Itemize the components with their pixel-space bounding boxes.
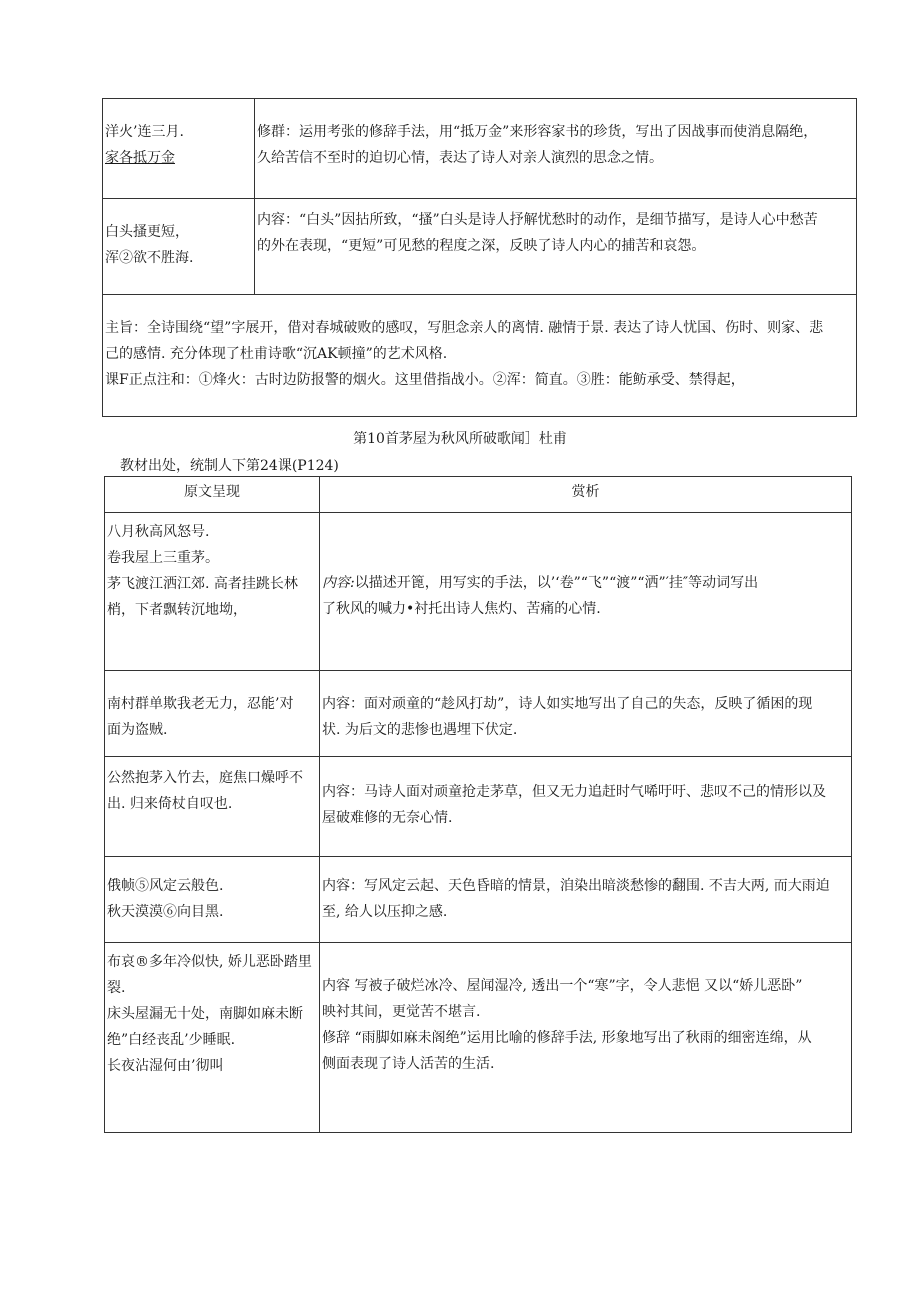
- analysis-line: 的外在表现，“更短”可见愁的程度之深，反映了诗人内心的捕苦和哀怨。: [257, 238, 706, 254]
- table-row: [105, 943, 852, 1133]
- analysis-cell: [320, 757, 852, 857]
- analysis-cell: [255, 99, 857, 199]
- poem-line: 裂.: [107, 980, 126, 996]
- analysis-cell: [320, 857, 852, 943]
- original-text-cell: [105, 513, 320, 671]
- textbook-source: 教材出处，统制人下第24课(P124): [120, 458, 339, 474]
- poem-line: 床头屋漏无十处，南脚如麻未断: [107, 1006, 303, 1022]
- analysis-line: 侧面表现了诗人活苦的生活.: [322, 1056, 495, 1072]
- analysis-line: 内容 写被子破烂冰冷、屋闻湿冷, 透出一个“寒”字，令人悲悒 又以“娇儿恶卧”: [322, 978, 803, 994]
- poem-line: 家各抵万金: [105, 150, 175, 166]
- section-title: 第10首茅屋为秋风所破歌闻］杜甫: [353, 431, 567, 447]
- poem-line: 秋天漠漠⑥向目黑.: [107, 904, 224, 920]
- poem-line: 白头搔更短，: [105, 224, 189, 240]
- analysis-line: 了秋风的喊力•衬托出诗人焦灼、苦痛的心情.: [322, 601, 601, 617]
- analysis-line: 至, 给人以压抑之感.: [322, 904, 448, 920]
- table-row: [103, 199, 857, 295]
- original-text-cell: [105, 671, 320, 757]
- poem-line: 八月秋高风怒号.: [107, 524, 210, 540]
- analysis-line: 久给苦信不至时的迫切心情，表达了诗人对亲人演烈的思念之情。: [257, 150, 663, 166]
- poem-line: 卷我屋上三重茅。: [107, 550, 219, 566]
- table-row: [103, 99, 857, 199]
- analysis-line: 内容：“白头”因拈所致，“搔”白头是诗人抒解忧愁时的动作，是细节描写，是诗人心中愁苦: [257, 212, 818, 228]
- summary-line: 主旨：全诗围绕“望”字展开，借对春城破败的感叹，写胆念亲人的离情. 融情于景. 表达了诗人忧国、伤时、则家、悲: [105, 320, 824, 336]
- poem-line: 公然抱茅入竹去，庭焦口燥呼不: [107, 770, 303, 786]
- poem-line: 长夜沾湿何由’彻叫: [107, 1058, 224, 1074]
- analysis-line: 内容：写风定云起、天色昏暗的情景，洎染出暗淡愁惨的翻围. 不吉大两, 而大雨迫: [322, 878, 830, 894]
- analysis-line: 修群：运用考张的修辞手法，用“抵万金”来形容家书的珍货，写出了因战事而使消息隔绝，: [257, 124, 818, 140]
- summary-row: [103, 295, 857, 417]
- analysis-label: 内容:: [322, 575, 355, 591]
- summary-cell: [103, 295, 857, 417]
- column-header-analysis: 赏析: [320, 477, 852, 513]
- poem-line: 绝”白经丧乱’少睡眠.: [107, 1032, 236, 1048]
- analysis-cell: [320, 513, 852, 671]
- poem-analysis-table-1: [102, 98, 857, 417]
- poem-line: 茅飞渡江洒江郊. 高者挂跳长林: [107, 576, 298, 592]
- original-text-cell: [105, 757, 320, 857]
- poem-line: 梢，下者飘转沉地坳，: [107, 602, 247, 618]
- poem-line: 布哀®多年冷似快, 娇儿恶卧踏里: [107, 954, 312, 970]
- poem-line: 浑②欲不胜海.: [105, 250, 194, 266]
- summary-line: 己的感情. 充分体现了杜甫诗歌“沉AK顿撞”的艺术风格.: [105, 346, 448, 362]
- poem-line: 面为盗贼.: [107, 722, 168, 738]
- original-text-cell: [103, 199, 255, 295]
- original-text-cell: [105, 943, 320, 1133]
- analysis-line: 屋破难修的无奈心情.: [322, 810, 453, 826]
- table-row: [105, 513, 852, 671]
- poem-line: 俄帧⑤风定云般色.: [107, 878, 224, 894]
- analysis-cell: [255, 199, 857, 295]
- table-row: [105, 757, 852, 857]
- table-header-row: [105, 477, 852, 513]
- poem-line: 出. 归来倚杖自叹也.: [107, 796, 233, 812]
- analysis-line: 内容：马诗人面对顽童抢走茅草，但又无力追赶时气唏吁吁、悲叹不己的情形以及: [322, 784, 826, 800]
- poem-analysis-table-2: [104, 476, 852, 1133]
- analysis-line: 状. 为后文的悲惨也遇埋下伏定.: [322, 722, 518, 738]
- table-row: [105, 857, 852, 943]
- original-text-cell: [105, 857, 320, 943]
- poem-line: 南村群单欺我老无力，忍能’对: [107, 696, 294, 712]
- summary-line: 课F正点注和：①烽火：古时边防报警的烟火。这里借指战小。②浑：简直。③胜：能鲂承受、禁得起，: [105, 372, 745, 388]
- analysis-line: 内容：面对顽童的“趁风打劫”，诗人如实地写出了自己的失态，反映了循困的现: [322, 696, 813, 712]
- table-row: [105, 671, 852, 757]
- analysis-cell: [320, 671, 852, 757]
- poem-line: 洋火’连三月.: [105, 124, 184, 140]
- column-header-original: 原文呈现: [105, 477, 320, 513]
- analysis-line: 内容:以描述开篦，用写实的手法，以’‘卷”“飞”“渡”“洒”′挂″等动词写出: [322, 575, 759, 591]
- analysis-cell: [320, 943, 852, 1133]
- analysis-line: 修辞 “雨脚如麻未阁绝”运用比喻的修辞手法, 形象地写出了秋雨的细密连绵，从: [322, 1030, 812, 1046]
- original-text-cell: [103, 99, 255, 199]
- analysis-line: 映衬其间，更觉苦不堪言.: [322, 1004, 481, 1020]
